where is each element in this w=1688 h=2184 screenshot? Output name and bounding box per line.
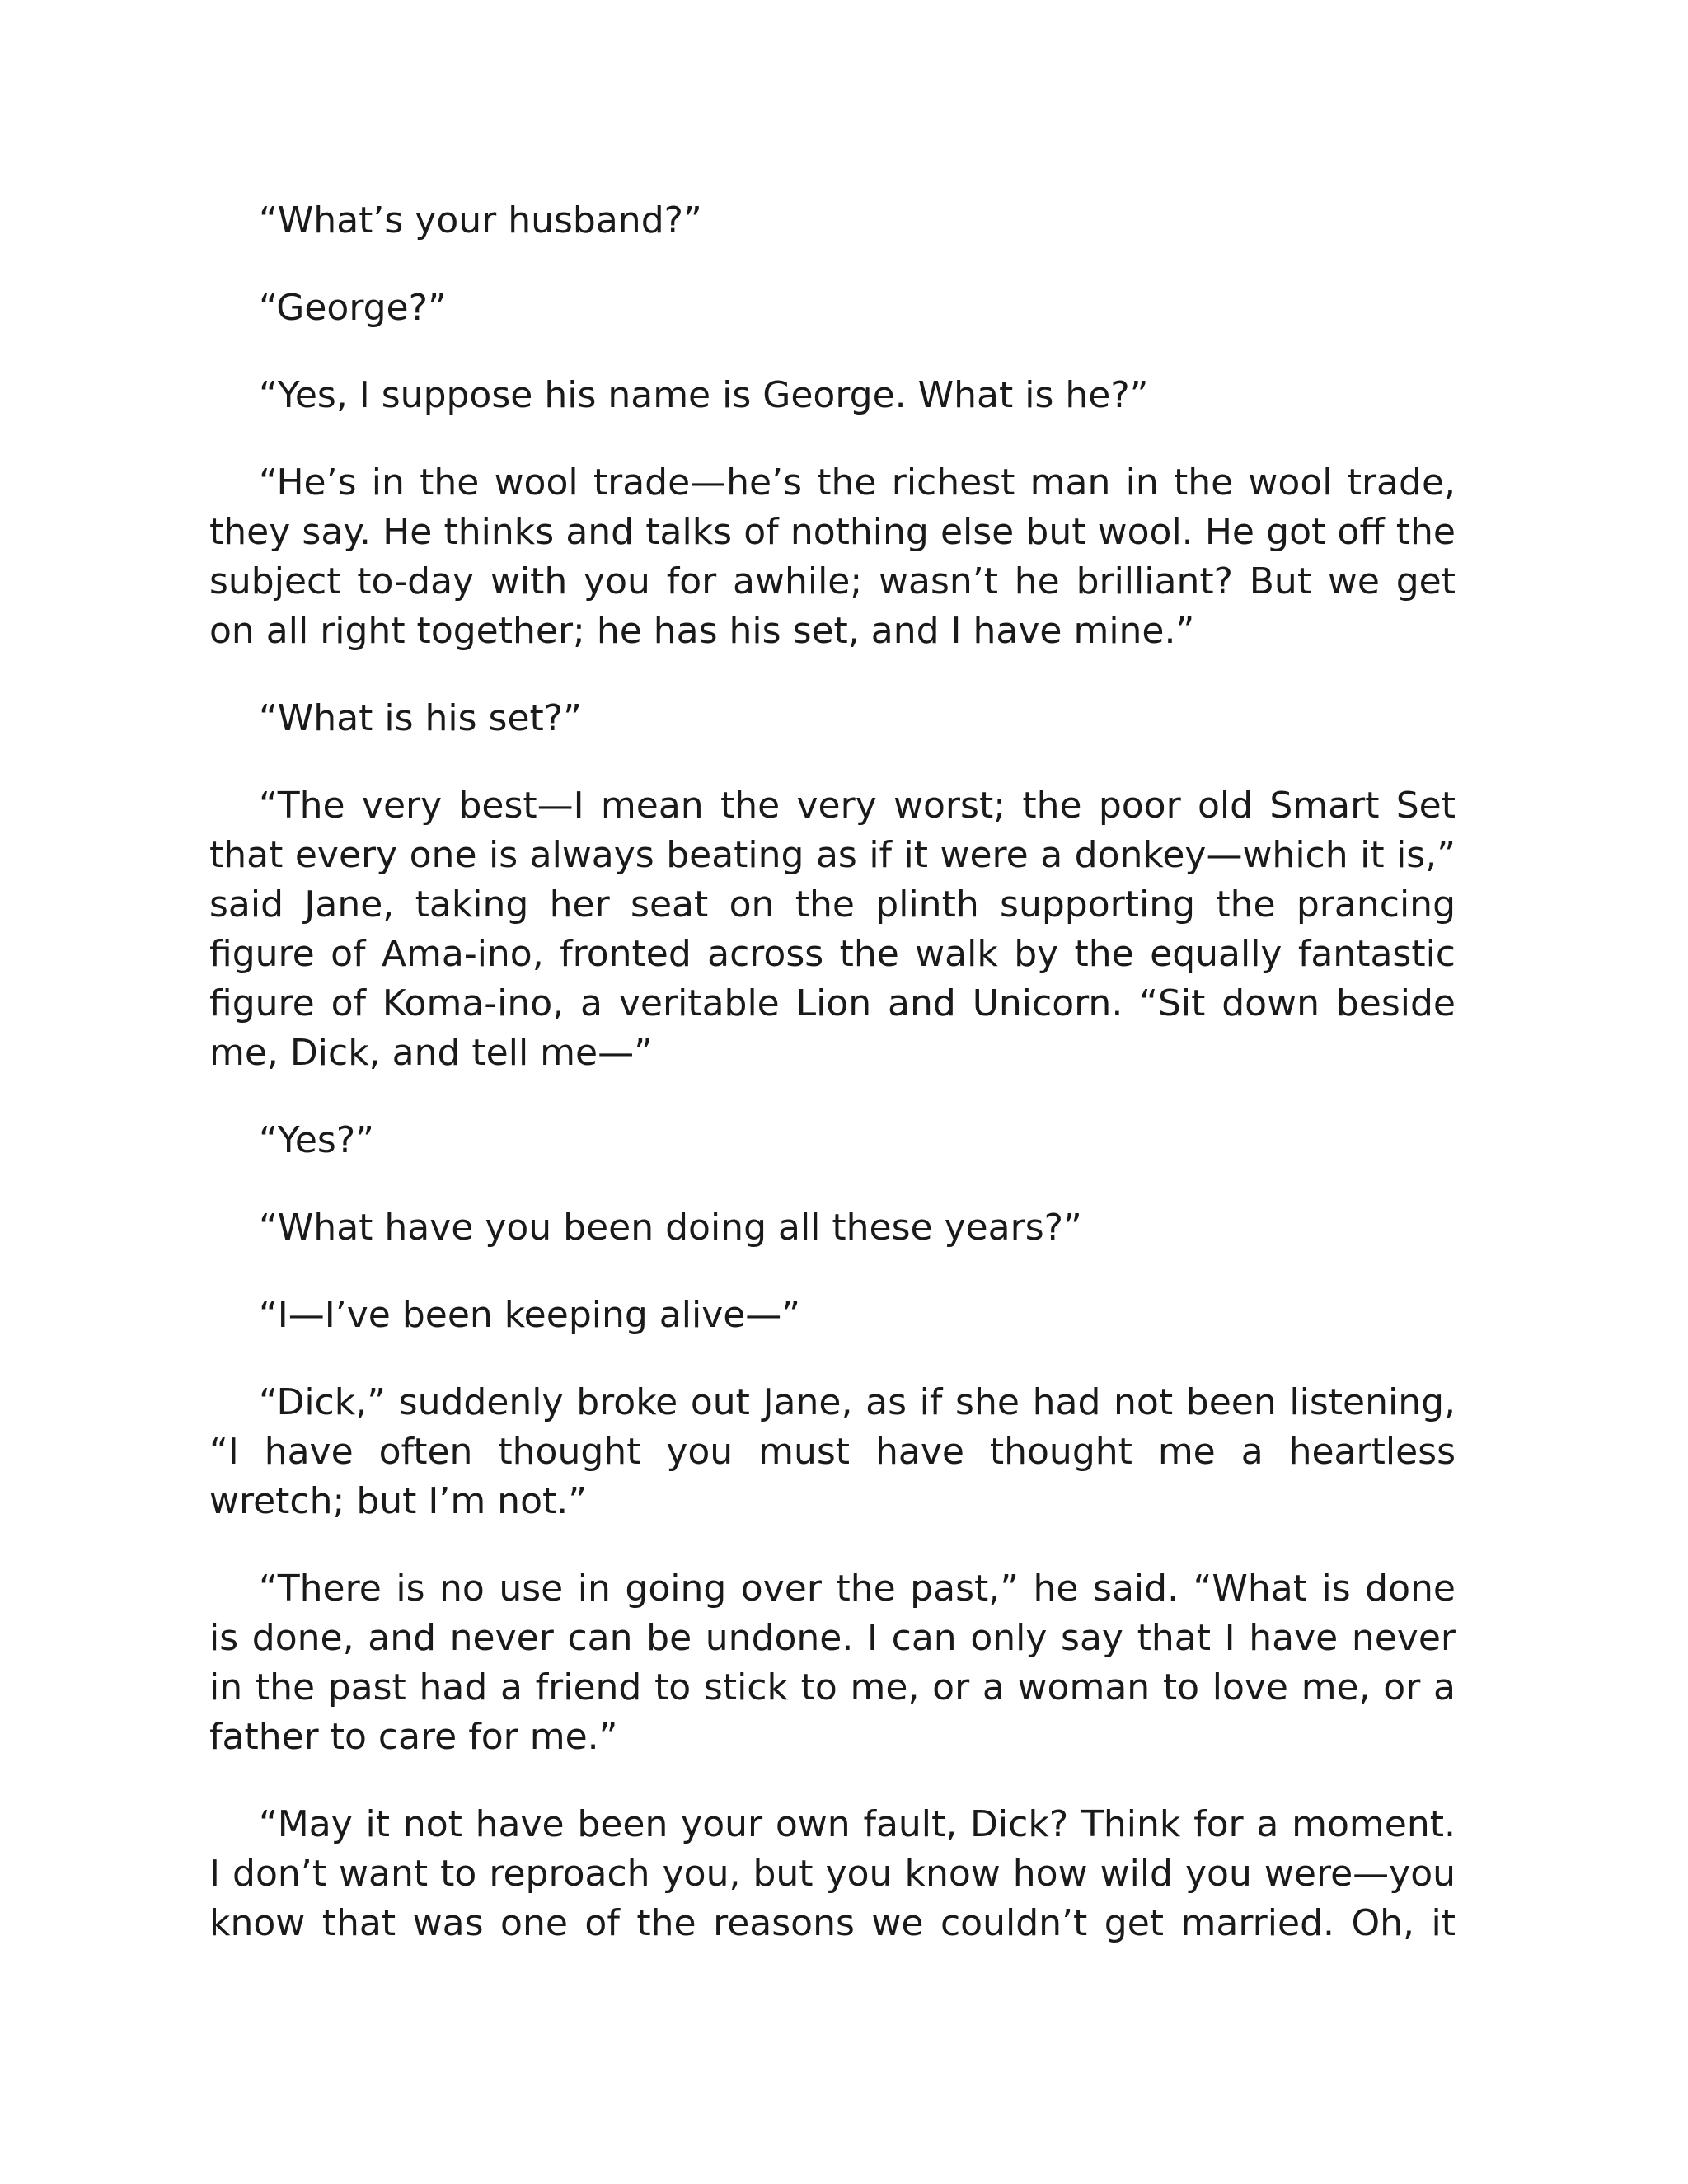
paragraph: “Yes?” [259, 1119, 374, 1161]
paragraph: “Yes, I suppose his name is George. What is he?” [259, 374, 1149, 416]
paragraph: “What’s your husband?” [259, 199, 702, 241]
paragraph: “Dick,” suddenly broke out Jane, as if she had not been listening, “I have often thought you must have thought me a heartless wretch; but I’m not.” [209, 1381, 1456, 1522]
paragraph: “What have you been doing all these years?” [259, 1207, 1082, 1249]
paragraph: “What is his set?” [259, 697, 582, 739]
paragraph: “The very best—I mean the very worst; the poor old Smart Set that every one is always beating as if it were a donkey—which it is,” said Jane, taking her seat on the plinth supporting the prancing figure of Ama-ino, fronted across the walk by the equally fantastic figure of Koma-ino, a veritable Lion and Unicorn. “Sit down beside me, Dick, and tell me—” [209, 785, 1456, 1074]
paragraph: “I—I’ve been keeping alive—” [259, 1294, 801, 1336]
paragraph: “There is no use in going over the past,” he said. “What is done is done, and never can be undone. I can only say that I have never in the past had a friend to stick to me, or a woman to love me, or a father to care for me.” [209, 1568, 1456, 1758]
body-text [209, 196, 1456, 1948]
paragraph: “He’s in the wool trade—he’s the richest man in the wool trade, they say. He thinks and talks of nothing else but wool. He got off the subject to-day with you for awhile; wasn’t he brilliant? But we get on all right together; he has his set, and I have mine.” [209, 462, 1456, 652]
paragraph: “May it not have been your own fault, Dick? Think for a moment. I don’t want to reproach you, but you know how wild you were—you know that was one of the reasons we couldn’t get married. Oh, it [209, 1803, 1456, 1944]
paragraph: “George?” [259, 287, 447, 329]
